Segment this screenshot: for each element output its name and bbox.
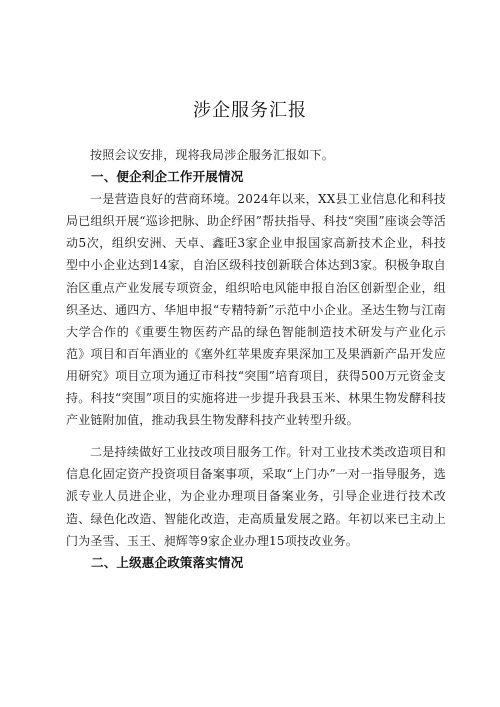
intro-paragraph: 按照会议安排，现将我局涉企服务汇报如下。: [90, 148, 335, 162]
document-body: [66, 144, 446, 574]
section-heading-1: 一、便企利企工作开展情况: [91, 169, 244, 185]
section1-paragraph-2: 二是持续做好工业技改项目服务工作。针对工业技术类改造项目和信息化固定资产投资项目备案事项，采取“上门办”一对一指导服务，选派专业人员进企业，为企业办理项目备案业务，引导企业进行技术改造、绿色化改造、智能化改造，走高质量发展之路。年初以来已主动上门为圣雪、玉王、昶辉等9家企业办理15项技改业务。: [66, 445, 446, 548]
section1-paragraph-1: 一是营造良好的营商环境。2024年以来，XX县工业信息化和科技局已组织开展“巡诊把脉、助企纾困”帮扶指导、科技“突围”座谈会等活动5次，组织安洲、天卓、鑫旺3家企业申报国家高新技术企业，科技型中小企业达到14家，自治区级科技创新联合体达到3家。积极争取自治区重点产业发展专项资金，组织哈电风能申报自治区创新型企业，组织圣达、通四方、华旭申报“专精特新”示范中小企业。圣达生物与江南大学合作的《重要生物医药产品的绿色智能制造技术研发与产业化示范》项目和百年酒业的《塞外红苹果废弃果深加工及果酒新产品开发应用研究》项目立项为通辽市科技“突围”培育项目，获得500万元资金支持。科技“突围”项目的实施将进一步提升我县玉米、林果生物发酵科技产业链附加值，推动我县生物发酵科技产业转型升级。: [66, 192, 446, 428]
section-heading-2: 二、上级惠企政策落实情况: [91, 554, 244, 570]
paragraph-gap: [66, 431, 446, 441]
document-title: 涉企服务汇报: [193, 100, 307, 121]
